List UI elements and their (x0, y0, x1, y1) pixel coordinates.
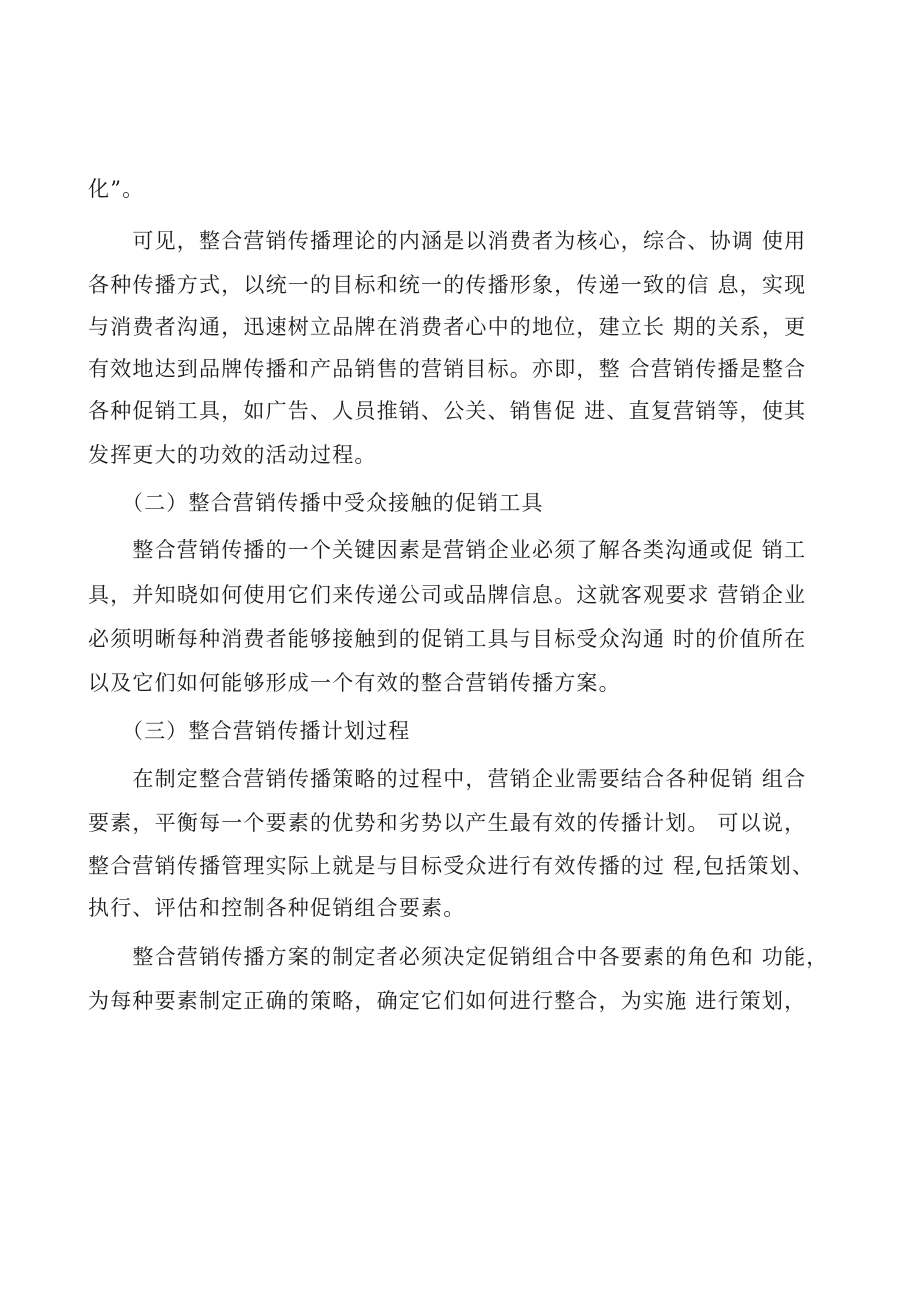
paragraph-4-line-2: 为每种要素制定正确的策略，确定它们如何进行整合，为实施 进行策划， (88, 989, 807, 1013)
section-heading-3: （三）整合营销传播计划过程 (88, 719, 411, 743)
paragraph-3-line-2: 要素，平衡每一个要素的优势和劣势以产生最有效的传播计划。 可以说， (88, 811, 807, 835)
paragraph-2-line-2: 具，并知晓如何使用它们来传递公司或品牌信息。这就客观要求 营销企业 (88, 583, 807, 607)
paragraph-4-line-1: 整合营销传播方案的制定者必须决定促销组合中各要素的角色和 功能， (88, 945, 829, 969)
text-line: 化”。 (88, 177, 145, 201)
section-heading-2: （二）整合营销传播中受众接触的促销工具 (88, 491, 544, 515)
paragraph-3-line-1: 在制定整合营销传播策略的过程中，营销企业需要结合各种促销 组合 (88, 767, 807, 791)
paragraph-1-line-3: 与消费者沟通，迅速树立品牌在消费者心中的地位，建立长 期的关系，更 (88, 315, 807, 339)
paragraph-2-line-1: 整合营销传播的一个关键因素是营销企业必须了解各类沟通或促 销工 (88, 538, 807, 562)
paragraph-1-line-2: 各种传播方式，以统一的目标和统一的传播形象，传递一致的信 息，实现 (88, 273, 807, 297)
paragraph-2-line-4: 以及它们如何能够形成一个有效的整合营销传播方案。 (88, 671, 621, 695)
paragraph-1-line-6: 发挥更大的功效的活动过程。 (88, 443, 377, 467)
paragraph-1-line-4: 有效地达到品牌传播和产品销售的营销目标。亦即，整 合营销传播是整合 (88, 357, 807, 381)
paragraph-1-line-5: 各种促销工具，如广告、人员推销、公关、销售促 进、直复营销等，使其 (88, 399, 807, 423)
paragraph-3-line-3: 整合营销传播管理实际上就是与目标受众进行有效传播的过 程,包括策划、 (88, 854, 815, 878)
paragraph-1-line-1: 可见，整合营销传播理论的内涵是以消费者为核心，综合、协调 使用 (88, 229, 807, 253)
paragraph-2-line-3: 必须明晰每种消费者能够接触到的促销工具与目标受众沟通 时的价值所在 (88, 627, 807, 651)
paragraph-3-line-4: 执行、评估和控制各种促销组合要素。 (88, 896, 466, 920)
